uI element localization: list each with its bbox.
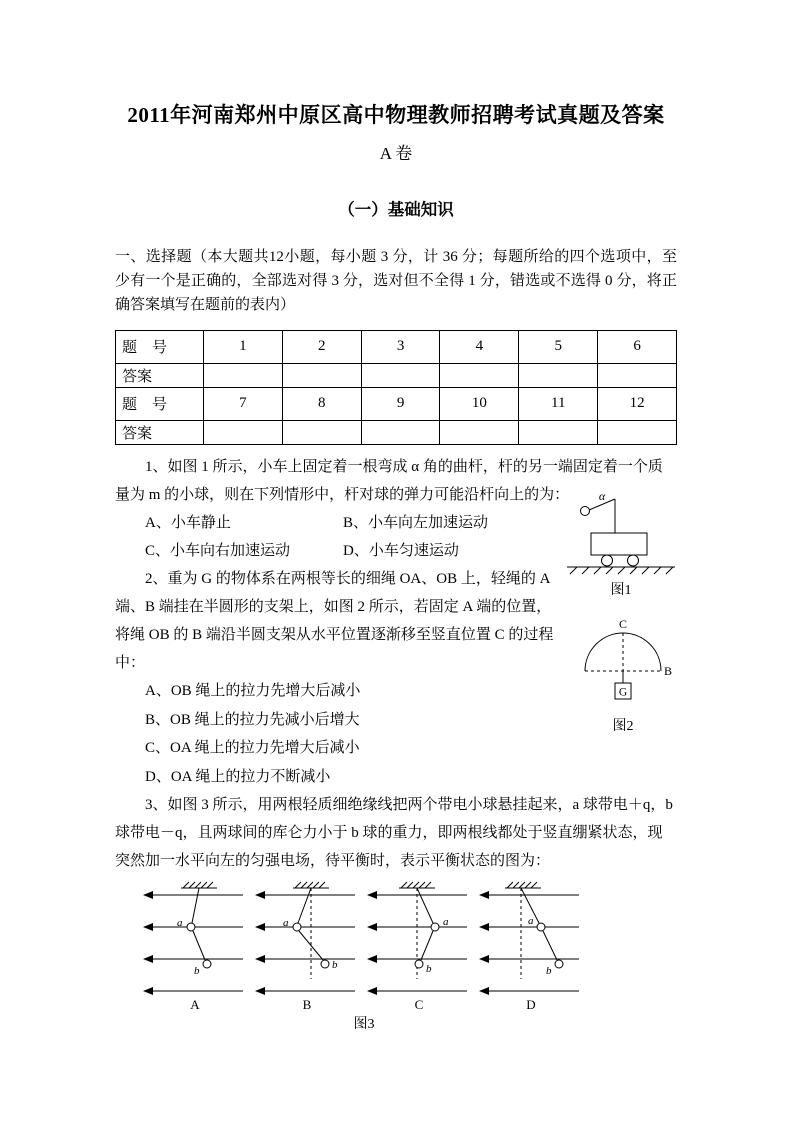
answer-cell bbox=[519, 363, 598, 387]
ball-b-label: b bbox=[426, 963, 432, 976]
ball-a-icon bbox=[431, 923, 439, 931]
figure-3 bbox=[141, 879, 587, 1033]
volume-label: A 卷 bbox=[379, 144, 413, 164]
question-2-option-b: B、OB 绳上的拉力先减小后增大 bbox=[145, 711, 360, 728]
question-1-option-c: C、小车向右加速运动 bbox=[145, 542, 291, 559]
answer-cell bbox=[282, 363, 361, 387]
question-number-row-1 bbox=[116, 330, 677, 363]
answer-header: 答案 bbox=[116, 420, 204, 444]
question-number-header: 题 号 bbox=[116, 330, 204, 363]
ball-a-icon bbox=[293, 923, 301, 931]
question-number-cell: 8 bbox=[282, 387, 361, 420]
ceiling-hatching bbox=[293, 882, 329, 888]
question-number-cell: 5 bbox=[519, 330, 598, 363]
ball-a-icon bbox=[187, 923, 195, 931]
figure-2-caption: 图2 bbox=[612, 719, 634, 735]
figure-3-option-c-diagram bbox=[365, 879, 473, 1013]
figure-3-option-d-diagram bbox=[477, 879, 585, 1013]
option-b-letter: B bbox=[302, 997, 312, 1013]
question-number-cell: 6 bbox=[598, 330, 677, 363]
answer-cell bbox=[204, 420, 283, 444]
figure-2 bbox=[573, 613, 673, 734]
lower-string bbox=[543, 931, 557, 960]
point-c-label: C bbox=[618, 617, 628, 632]
figure-3-caption: 图3 bbox=[353, 1017, 375, 1033]
choice-section-instructions: 一、选择题（本大题共12小题，每小题 3 分，计 36 分；每题所给的四个选项中，至少有一个是正确的，全部选对得 3 分，选对但不全得 1 分，错选或不选得 0 分，将正确答案填写在题前的表内） bbox=[115, 248, 677, 313]
ball-b-icon bbox=[203, 960, 211, 968]
question-number-cell: 10 bbox=[440, 387, 519, 420]
question-1-text: 1、如图 1 所示，小车上固定着一根弯成 α 角的曲杆，杆的另一端固定着一个质量为 m 的小球，则在下列情形中，杆对球的弹力可能沿杆向上的为： bbox=[115, 458, 663, 503]
question-number-cell: 2 bbox=[282, 330, 361, 363]
ball-b-icon bbox=[415, 960, 423, 968]
answer-row-2 bbox=[116, 420, 677, 444]
field-arrows-left bbox=[143, 891, 243, 995]
figure-1-caption: 图1 bbox=[610, 582, 632, 598]
ball-b-label: b bbox=[332, 959, 338, 972]
question-2-option-c: C、OA 绳上的拉力先增大后减小 bbox=[145, 740, 360, 757]
point-b-label: B bbox=[664, 664, 673, 679]
question-2-text: 2、重为 G 的物体系在两根等长的细绳 OA、OB 上，轻绳的 A 端、B 端挂在半圆形的支架上，如图 2 所示，若固定 A 端的位置，将绳 OB 的 B 端沿半圆支架从水平位置逐渐移至竖直位置 C 的过程中： bbox=[115, 571, 554, 672]
document-title: 2011年河南郑州中原区高中物理教师招聘考试真题及答案 bbox=[127, 103, 665, 127]
lower-string bbox=[421, 931, 433, 960]
field-arrows-left bbox=[479, 891, 579, 995]
document-content bbox=[115, 102, 677, 1033]
figure-2-semicircle-diagram bbox=[573, 613, 673, 717]
question-2 bbox=[115, 565, 677, 791]
answer-header: 答案 bbox=[116, 363, 204, 387]
option-d-letter: D bbox=[526, 997, 536, 1013]
ceiling-hatching bbox=[399, 882, 435, 888]
question-number-cell: 11 bbox=[519, 387, 598, 420]
question-number-cell: 1 bbox=[204, 330, 283, 363]
ceiling-hatching bbox=[505, 882, 541, 888]
answer-row-1 bbox=[116, 363, 677, 387]
option-c-letter: C bbox=[414, 997, 424, 1013]
answer-cell bbox=[598, 420, 677, 444]
answer-table bbox=[115, 330, 677, 445]
answer-cell bbox=[282, 420, 361, 444]
upper-string bbox=[417, 888, 433, 923]
figure-3-option-b-diagram bbox=[253, 879, 361, 1013]
section-heading: （一）基础知识 bbox=[338, 200, 454, 220]
alpha-angle-label: α bbox=[598, 488, 606, 503]
ball-a-label: a bbox=[443, 916, 449, 929]
figure-3-options-row bbox=[141, 879, 587, 1013]
ceiling-hatching bbox=[181, 882, 217, 888]
ball-b-label: b bbox=[546, 965, 552, 978]
question-1-option-d: D、小车匀速运动 bbox=[343, 542, 459, 559]
answer-cell bbox=[598, 363, 677, 387]
question-number-cell: 7 bbox=[204, 387, 283, 420]
question-2-option-a: A、OB 绳上的拉力先增大后减小 bbox=[145, 683, 361, 700]
question-1-option-b: B、小车向左加速运动 bbox=[343, 514, 489, 531]
answer-cell bbox=[440, 363, 519, 387]
answer-cell bbox=[519, 420, 598, 444]
ball-a-label: a bbox=[283, 917, 289, 930]
upper-string bbox=[192, 888, 199, 923]
answer-cell bbox=[361, 363, 440, 387]
lower-string bbox=[193, 931, 205, 960]
upper-string bbox=[298, 888, 311, 923]
question-number-header: 题 号 bbox=[116, 387, 204, 420]
ball-b-icon bbox=[321, 960, 329, 968]
answer-cell bbox=[440, 420, 519, 444]
question-3 bbox=[115, 791, 677, 1033]
ball-icon bbox=[581, 506, 590, 515]
ball-a-icon bbox=[537, 923, 545, 931]
question-1 bbox=[115, 453, 677, 598]
question-number-cell: 12 bbox=[598, 387, 677, 420]
question-number-row-2 bbox=[116, 387, 677, 420]
cart-body bbox=[591, 533, 647, 555]
option-a-letter: A bbox=[190, 997, 200, 1013]
question-number-cell: 9 bbox=[361, 387, 440, 420]
ball-a-label: a bbox=[177, 917, 183, 930]
ball-a-label: a bbox=[528, 915, 534, 928]
question-number-cell: 3 bbox=[361, 330, 440, 363]
ball-b-label: b bbox=[194, 965, 200, 978]
question-2-option-d: D、OA 绳上的拉力不断减小 bbox=[145, 768, 331, 785]
answer-cell bbox=[204, 363, 283, 387]
figure-3-option-a-diagram bbox=[141, 879, 249, 1013]
ball-b-icon bbox=[555, 960, 563, 968]
weight-label: G bbox=[618, 686, 628, 699]
field-arrows-left bbox=[255, 891, 355, 995]
question-number-cell: 4 bbox=[440, 330, 519, 363]
question-3-text: 3、如图 3 所示，用两根轻质细绝缘线把两个带电小球悬挂起来，a 球带电＋q，b 球带电－q，且两球间的库仑力小于 b 球的重力，即两根线都处于竖直绷紧状态，现突然加一水平向左的匀强电场，待平衡时，表示平衡状态的图为： bbox=[115, 797, 673, 870]
answer-cell bbox=[361, 420, 440, 444]
question-1-option-a: A、小车静止 bbox=[145, 514, 231, 531]
